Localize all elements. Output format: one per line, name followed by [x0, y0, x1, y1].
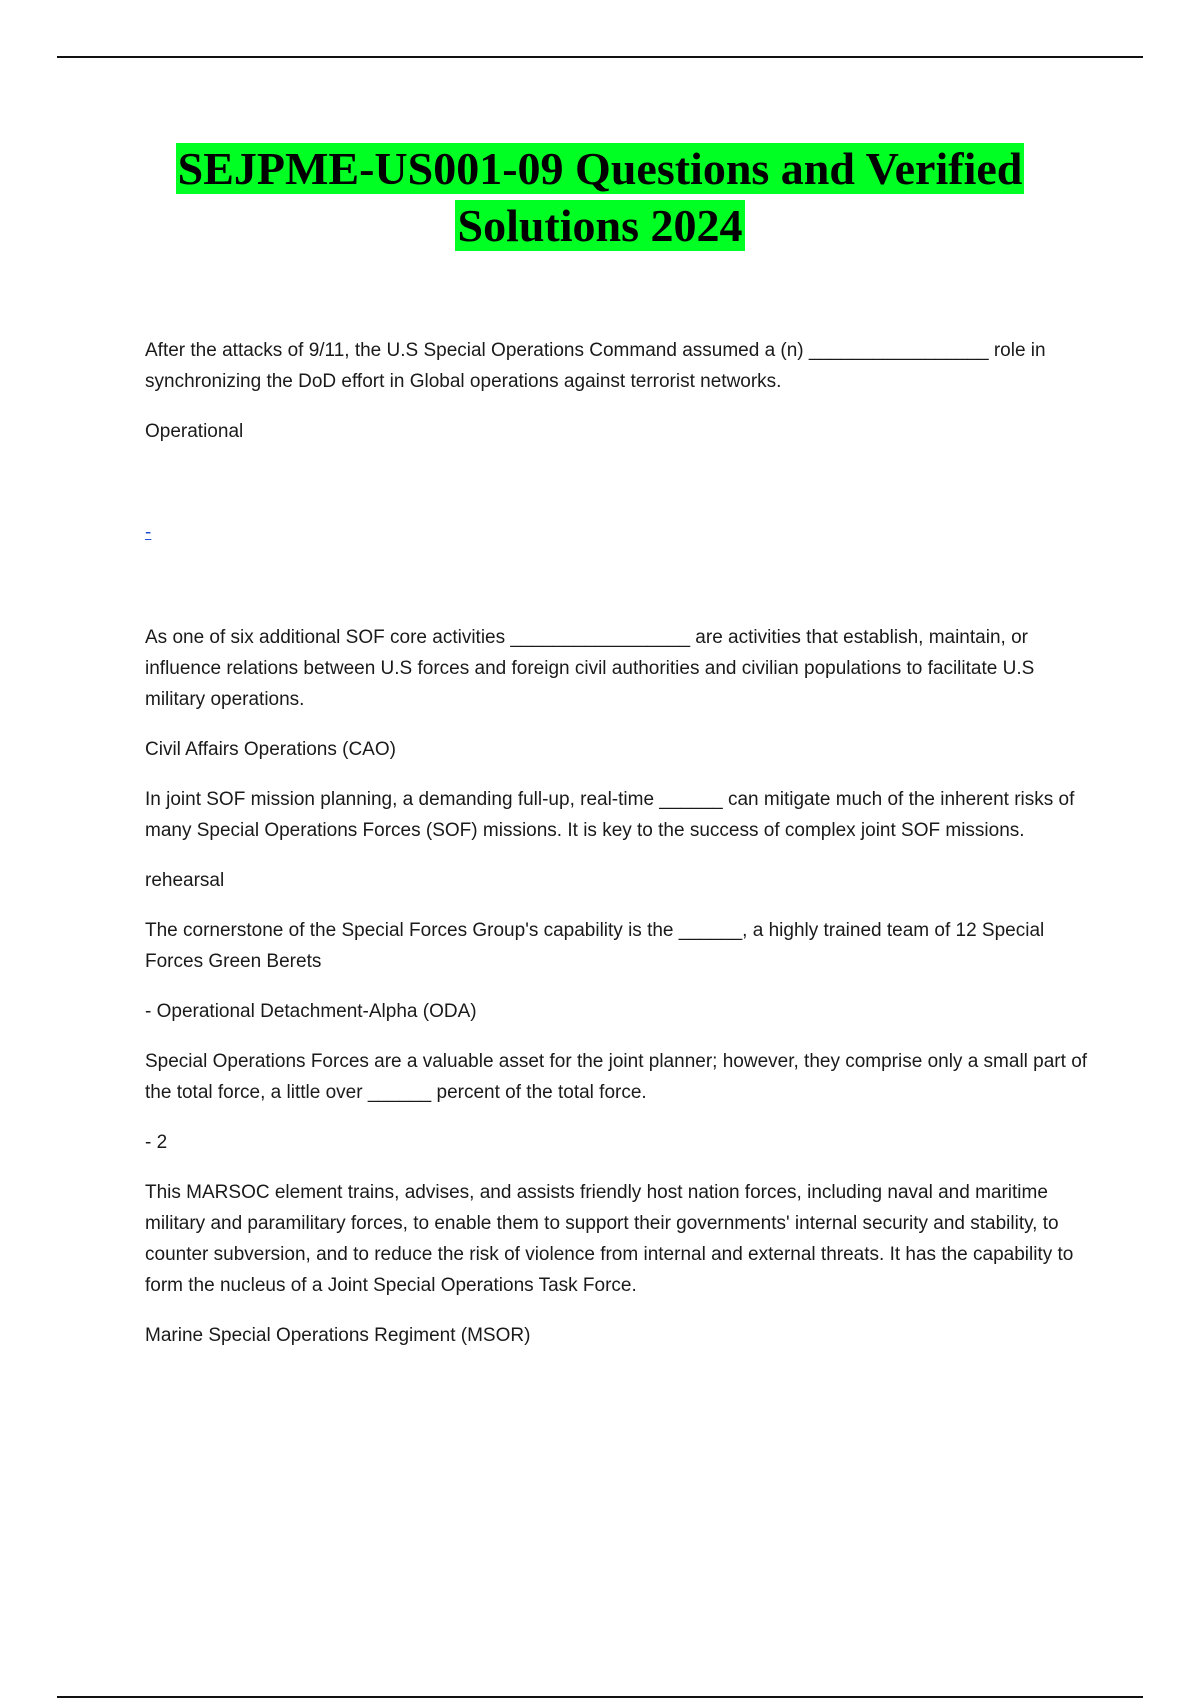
- answer-5: - 2: [145, 1132, 168, 1153]
- title-line-2: Solutions 2024: [457, 200, 743, 251]
- answer-1: Operational: [145, 421, 244, 442]
- bottom-rule: [57, 1696, 1143, 1698]
- question-1: After the attacks of 9/11, the U.S Special Operations Command assumed a (n) _________________ role in synchronizing the DoD effort in Global operations against terrorist networks.: [145, 340, 1046, 392]
- question-5: Special Operations Forces are a valuable asset for the joint planner; however, they comprise only a small part of the total force, a little over ______ percent of the total force.: [145, 1051, 1088, 1103]
- answer-3: rehearsal: [145, 870, 225, 891]
- document-title: [100, 140, 1100, 254]
- qa-content: [145, 335, 1095, 1370]
- question-3: In joint SOF mission planning, a demanding full-up, real-time ______ can mitigate much of the inherent risks of many Special Operations Forces (SOF) missions. It is key to the success of complex joint SOF missions.: [145, 789, 1075, 841]
- question-2: As one of six additional SOF core activities _________________ are activities that establish, maintain, or influence relations between U.S forces and foreign civil authorities and civilian populations to facilitate U.S military operations.: [145, 627, 1035, 710]
- answer-4: - Operational Detachment-Alpha (ODA): [145, 1001, 477, 1022]
- title-line-1: SEJPME-US001-09 Questions and Verified: [177, 143, 1023, 194]
- question-4: The cornerstone of the Special Forces Group's capability is the ______, a highly trained team of 12 Special Forces Green Berets: [145, 920, 1045, 972]
- answer-2: Civil Affairs Operations (CAO): [145, 739, 396, 760]
- top-rule: [57, 56, 1143, 58]
- separator-link[interactable]: -: [145, 522, 152, 543]
- answer-6: Marine Special Operations Regiment (MSOR): [145, 1325, 531, 1346]
- question-6: This MARSOC element trains, advises, and assists friendly host nation forces, including naval and maritime military and paramilitary forces, to enable them to support their governments' internal security and stability, to counter subversion, and to reduce the risk of violence from internal and external threats. It has the capability to form the nucleus of a Joint Special Operations Task Force.: [145, 1182, 1074, 1296]
